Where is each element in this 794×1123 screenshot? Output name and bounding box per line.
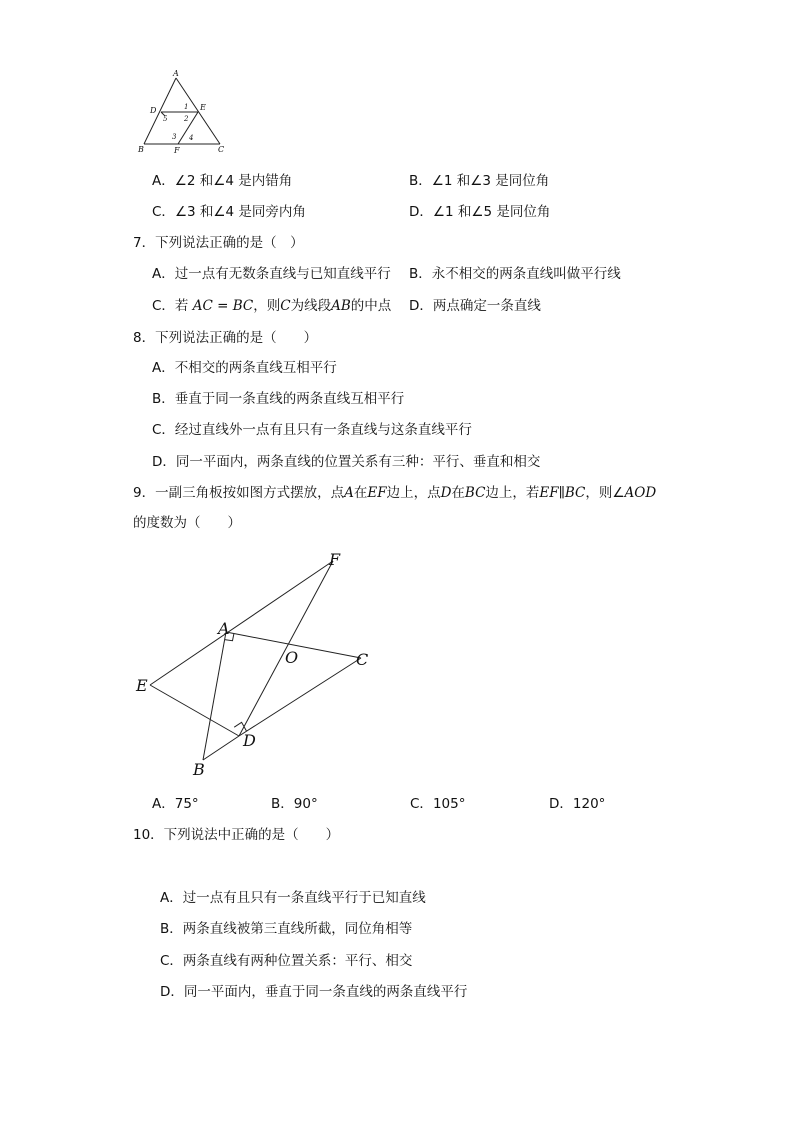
side-ac <box>176 78 220 144</box>
angle-label-5: 5 <box>163 115 168 123</box>
q10-option-c[interactable]: C．两条直线有两种位置关系：平行、相交 <box>160 953 413 969</box>
q7-option-b[interactable]: B．永不相交的两条直线叫做平行线 <box>409 266 621 282</box>
label-B: B <box>193 760 205 779</box>
q10-option-b[interactable]: B．两条直线被第三直线所截，同位角相等 <box>160 921 413 937</box>
angle-label-4: 4 <box>189 134 194 142</box>
angle-label-1: 1 <box>184 103 189 111</box>
q8-stem: 8．下列说法正确的是（ ） <box>133 330 318 346</box>
q6-option-c[interactable]: C．∠3 和∠4 是同旁内角 <box>152 204 306 220</box>
q8-option-c[interactable]: C．经过直线外一点有且只有一条直线与这条直线平行 <box>152 422 472 438</box>
q9-stem: 9．一副三角板按如图方式摆放，点A在EF边上，点D在BC边上，若EF∥BC，则∠AOD <box>133 485 657 501</box>
q10-option-d[interactable]: D．同一平面内，垂直于同一条直线的两条直线平行 <box>160 984 468 1000</box>
q9-option-c[interactable]: C．105° <box>410 796 466 812</box>
q9-option-b[interactable]: B．90° <box>271 796 318 812</box>
label-A: A <box>218 619 230 638</box>
line-dc <box>239 658 361 736</box>
label-F: F <box>329 550 341 569</box>
q7-option-c[interactable]: C．若 AC = BC，则C为线段AB的中点 <box>152 298 392 314</box>
label-D: D <box>150 106 157 115</box>
label-O: O <box>285 648 299 667</box>
label-D: D <box>243 731 256 750</box>
q7-option-d[interactable]: D．两点确定一条直线 <box>409 298 541 314</box>
q9-option-d[interactable]: D．120° <box>549 796 606 812</box>
q8-option-d[interactable]: D．同一平面内，两条直线的位置关系有三种：平行、垂直和相交 <box>152 454 541 470</box>
q8-option-b[interactable]: B．垂直于同一条直线的两条直线互相平行 <box>152 391 405 407</box>
q9-stem-line2: 的度数为（ ） <box>133 515 241 531</box>
label-C: C <box>218 145 225 153</box>
line-bd <box>203 736 239 760</box>
label-E: E <box>136 676 148 695</box>
label-B: B <box>138 145 144 153</box>
q7-stem: 7．下列说法正确的是（ ） <box>133 235 304 251</box>
label-C: C <box>356 650 369 669</box>
label-E: E <box>200 103 206 112</box>
angle-label-3: 3 <box>172 133 177 141</box>
line-ab <box>203 632 226 760</box>
right-angle-marker-d <box>234 722 246 731</box>
q10-option-a[interactable]: A．过一点有且只有一条直线平行于已知直线 <box>160 890 426 906</box>
label-A: A <box>173 69 179 78</box>
angle-label-2: 2 <box>184 115 189 123</box>
q8-option-a[interactable]: A．不相交的两条直线互相平行 <box>152 360 337 376</box>
figure-set-squares <box>130 548 390 788</box>
q6-option-d[interactable]: D．∠1 和∠5 是同位角 <box>409 204 551 220</box>
figure-triangle-angles <box>132 68 232 153</box>
q9-option-a[interactable]: A．75° <box>152 796 199 812</box>
label-F: F <box>174 146 180 153</box>
q7-option-a[interactable]: A．过一点有无数条直线与已知直线平行 <box>152 266 391 282</box>
q6-option-b[interactable]: B．∠1 和∠3 是同位角 <box>409 173 550 189</box>
line-ef <box>150 561 333 685</box>
q6-option-a[interactable]: A．∠2 和∠4 是内错角 <box>152 173 293 189</box>
q10-stem: 10．下列说法中正确的是（ ） <box>133 827 340 843</box>
line-ed <box>150 685 239 736</box>
